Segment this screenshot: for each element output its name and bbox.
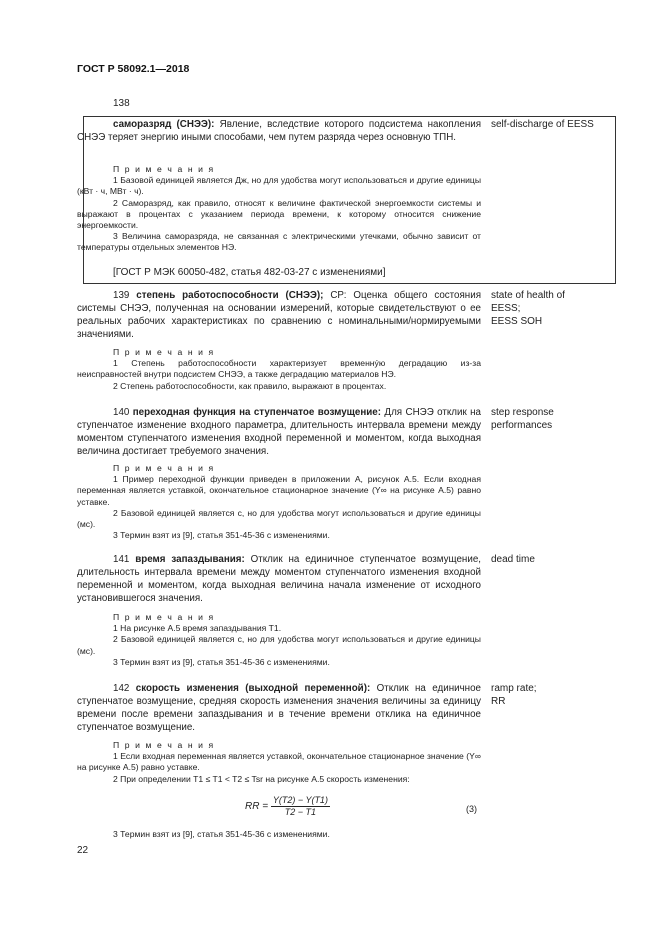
term-139-notes xyxy=(77,347,481,392)
term-139-english-1: EESS; xyxy=(491,303,521,314)
term-141-text: Отклик на единичное ступенчатое возмущение, длительность интервала времени между моментом ступенчатого изменения входной переменной и моментом, когда выходная величина начала изменение от исходного установившегося значения. xyxy=(77,554,481,604)
term-139-title: степень работоспособности (СНЭЭ); xyxy=(136,290,324,301)
formula-denominator: T2 − T1 xyxy=(284,807,317,817)
term-139-definition xyxy=(77,289,481,341)
notes-heading: П р и м е ч а н и я xyxy=(113,164,215,174)
note-142-1: 1 Если входная переменная является уставкой, окончательное стационарное значение (Y∞ на рисунке А.5) равно уставке. xyxy=(77,751,481,773)
formula-rr xyxy=(245,795,330,818)
note-139-1: 1 Степень работоспособности характеризует временнýю деградацию из-за неисправностей внутри подсистем СНЭЭ, а также деградацию материалов НЭ. xyxy=(77,358,481,380)
term-141-english xyxy=(491,553,621,566)
formula-numerator: Y(T2) − Y(T1) xyxy=(272,795,328,805)
term-138-definition xyxy=(77,118,481,144)
term-138-text: Явление, вследствие которого подсистема накопления СНЭЭ теряет энергию иными способами, чем путем разряда через основную ТПН. xyxy=(77,119,482,143)
term-142-definition xyxy=(77,682,481,734)
term-142-number: 142 xyxy=(113,683,130,694)
term-141-title: время запаздывания: xyxy=(135,554,245,565)
term-139-english xyxy=(491,289,621,328)
term-142-notes-tail xyxy=(77,829,481,840)
note-139-2: 2 Степень работоспособности, как правило, выражают в процентах. xyxy=(113,380,387,391)
term-142-title: скорость изменения (выходной переменной): xyxy=(135,683,371,694)
notes-heading: П р и м е ч а н и я xyxy=(113,612,215,622)
term-138-title: саморазряд (СНЭЭ): xyxy=(113,119,215,130)
term-number-138: 138 xyxy=(113,98,130,109)
note-138-3: 3 Величина саморазряда, не связанная с электрическими утечками, обычно зависит от температуры отдельных элементов НЭ. xyxy=(77,231,481,253)
formula-lhs: RR = xyxy=(245,801,269,813)
term-141-notes xyxy=(77,612,481,668)
equation-number: (3) xyxy=(466,804,477,814)
source-reference: [ГОСТ Р МЭК 60050-482, статья 482-03-27 с изменениями] xyxy=(113,267,386,278)
note-142-2: 2 При определении T1 ≤ T1 < T2 ≤ Tsr на рисунке А.5 скорость изменения: xyxy=(113,773,410,784)
notes-heading: П р и м е ч а н и я xyxy=(113,740,215,750)
term-140-title: переходная функция на ступенчатое возмущение: xyxy=(132,407,382,418)
term-142-text: Отклик на единичное ступенчатое возмущение, средняя скорость изменения значения величины за единицу времени после времени запаздывания и в течение времени отклика на единичное ступенчатое возмущение. xyxy=(77,683,481,733)
term-138-english xyxy=(491,118,621,131)
note-138-2: 2 Саморазряд, как правило, относят к величине фактической энергоемкости системы и выражают в процентах с указанием периода времени, к которому относится снижение энергоемкости. xyxy=(77,197,481,231)
term-140-number: 140 xyxy=(113,407,130,418)
term-142-notes xyxy=(77,740,481,785)
term-140-notes xyxy=(77,463,481,541)
term-139-english-0: state of health of xyxy=(491,290,565,301)
term-140-text: Для СНЭЭ отклик на ступенчатое изменение входного параметра, длительность интервала времени между моментом ступенчатого изменения входной переменной и моментом, когда выходная величина достигает требуемого значения. xyxy=(77,407,481,457)
note-140-1: 1 Пример переходной функции приведен в приложении А, рисунок А.5. Если входная переменная является уставкой, окончательное стационарное значение (Y∞ на рисунке А.5) равно уставке. xyxy=(77,474,481,507)
term-138-english-0: self-discharge of EESS xyxy=(491,119,594,130)
note-141-1: 1 На рисунке А.5 время запаздывания T1. xyxy=(113,623,282,634)
term-139-number: 139 xyxy=(113,290,130,301)
note-140-3: 3 Термин взят из [9], статья 351-45-36 с изменениями. xyxy=(113,530,330,541)
term-139-text: СР: Оценка общего состояния системы СНЭЭ, полученная на основании измерений, которые свидетельствуют о ее реальных рабочих характеристиках по сравнению с номинальными/нормируемыми значениями. xyxy=(77,290,481,340)
document-header: ГОСТ Р 58092.1—2018 xyxy=(77,63,190,75)
term-141-english-0: dead time xyxy=(491,554,535,565)
term-142-english-0: ramp rate; xyxy=(491,683,537,694)
term-138-notes xyxy=(77,164,481,254)
note-141-3: 3 Термин взят из [9], статья 351-45-36 с изменениями. xyxy=(113,656,330,667)
notes-heading: П р и м е ч а н и я xyxy=(113,463,215,473)
term-142-english-1: RR xyxy=(491,696,506,707)
notes-heading: П р и м е ч а н и я xyxy=(113,347,215,357)
term-140-english-0: step response xyxy=(491,407,554,418)
term-141-definition xyxy=(77,553,481,605)
note-138-1: 1 Базовой единицей является Дж, но для удобства могут использоваться и другие единицы (кВт · ч, МВт · ч). xyxy=(77,175,481,197)
term-140-english xyxy=(491,406,621,432)
note-140-2: 2 Базовой единицей является с, но для удобства могут использоваться и другие единицы (мс). xyxy=(77,507,481,530)
page-number: 22 xyxy=(77,845,89,856)
term-139-english-2: EESS SOH xyxy=(491,316,543,327)
note-141-2: 2 Базовой единицей является с, но для удобства могут использоваться и другие единицы (мс). xyxy=(77,634,481,656)
note-142-3: 3 Термин взят из [9], статья 351-45-36 с изменениями. xyxy=(113,829,330,839)
term-138-source xyxy=(77,266,481,279)
term-142-english xyxy=(491,682,621,708)
term-141-number: 141 xyxy=(113,554,130,565)
term-140-english-1: performances xyxy=(491,420,553,431)
formula-fraction xyxy=(271,795,330,818)
term-140-definition xyxy=(77,406,481,458)
